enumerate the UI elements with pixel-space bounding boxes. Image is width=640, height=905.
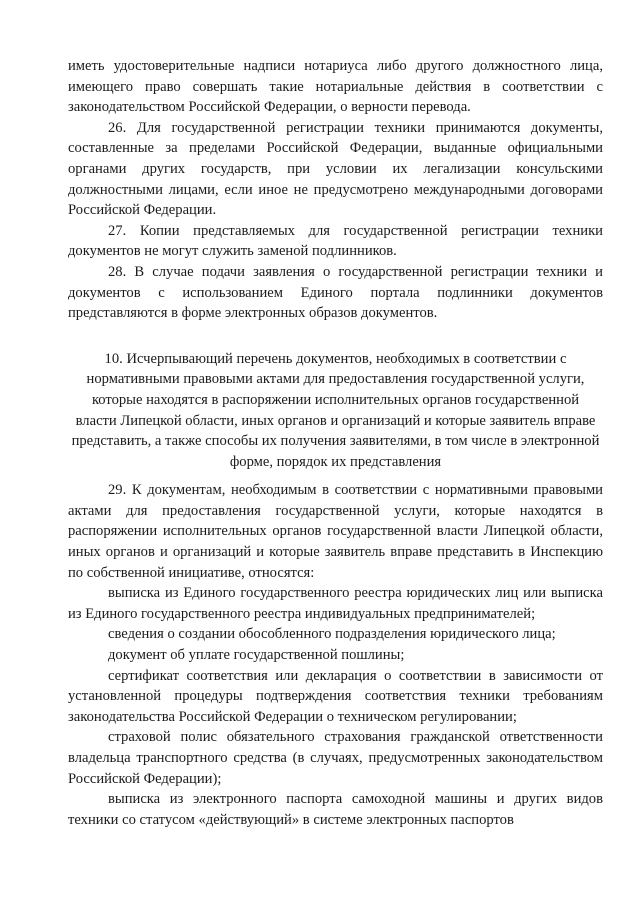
- paragraph-26: 26. Для государственной регистрации техники принимаются документы, составленные за пределами Российской Федерации, выданные официальными органами других государств, при условии их легализации консульскими должностными лицами, если иное не предусмотрено международными договорами Российской Федерации.: [68, 119, 603, 219]
- paragraph-continuation: иметь удостоверительные надписи нотариуса либо другого должностного лица, имеющего право совершать такие нотариальные действия в соответствии с законодательством Российской Федерации, о верности перевода.: [68, 58, 603, 116]
- paragraph-29: 29. К документам, необходимым в соответствии с нормативными правовыми актами для предоставления государственной услуги, которые находятся в распоряжении исполнительных органов государственной власти Липецкой области, иных органов и организаций и которые заявитель вправе представить в Инспекцию по собственной инициативе, относятся:: [68, 482, 603, 581]
- list-item-egrul-extract: выписка из Единого государственного реестра юридических лиц или выписка из Единого государственного реестра индивидуальных предпринимателей;: [68, 585, 603, 622]
- section-10-heading: 10. Исчерпывающий перечень документов, необходимых в соответствии с нормативными правовыми актами для предоставления государственной услуги, которые находятся в распоряжении исполнительных органов государственной власти Липецкой области, иных органов и организаций и которые заявитель вправе представить, а также способы их получения заявителями, в том числе в электронной форме, порядок их представления: [71, 350, 600, 470]
- paragraph-27: 27. Копии представляемых для государственной регистрации техники документов не могут служить заменой подлинников.: [68, 222, 603, 260]
- list-item-electronic-passport: выписка из электронного паспорта самоходной машины и других видов техники со статусом «действующий» в системе электронных паспортов: [68, 791, 603, 828]
- document-page: [68, 56, 603, 830]
- paragraph-28: 28. В случае подачи заявления о государственной регистрации техники и документов с использованием Единого портала подлинники документов представляются в форме электронных образов документов.: [68, 263, 603, 322]
- list-item-insurance-policy: страховой полис обязательного страхования гражданской ответственности владельца транспортного средства (в случаях, предусмотренных законодательством Российской Федерации);: [68, 729, 603, 787]
- list-item-fee-payment: документ об уплате государственной пошлины;: [108, 647, 405, 664]
- list-item-branch-info: сведения о создании обособленного подразделения юридического лица;: [108, 626, 556, 643]
- list-item-conformity-certificate: сертификат соответствия или декларация о соответствии в зависимости от установленной процедуры подтверждения соответствия техники требованиям законодательства Российской Федерации о техническом регулировании;: [68, 667, 603, 725]
